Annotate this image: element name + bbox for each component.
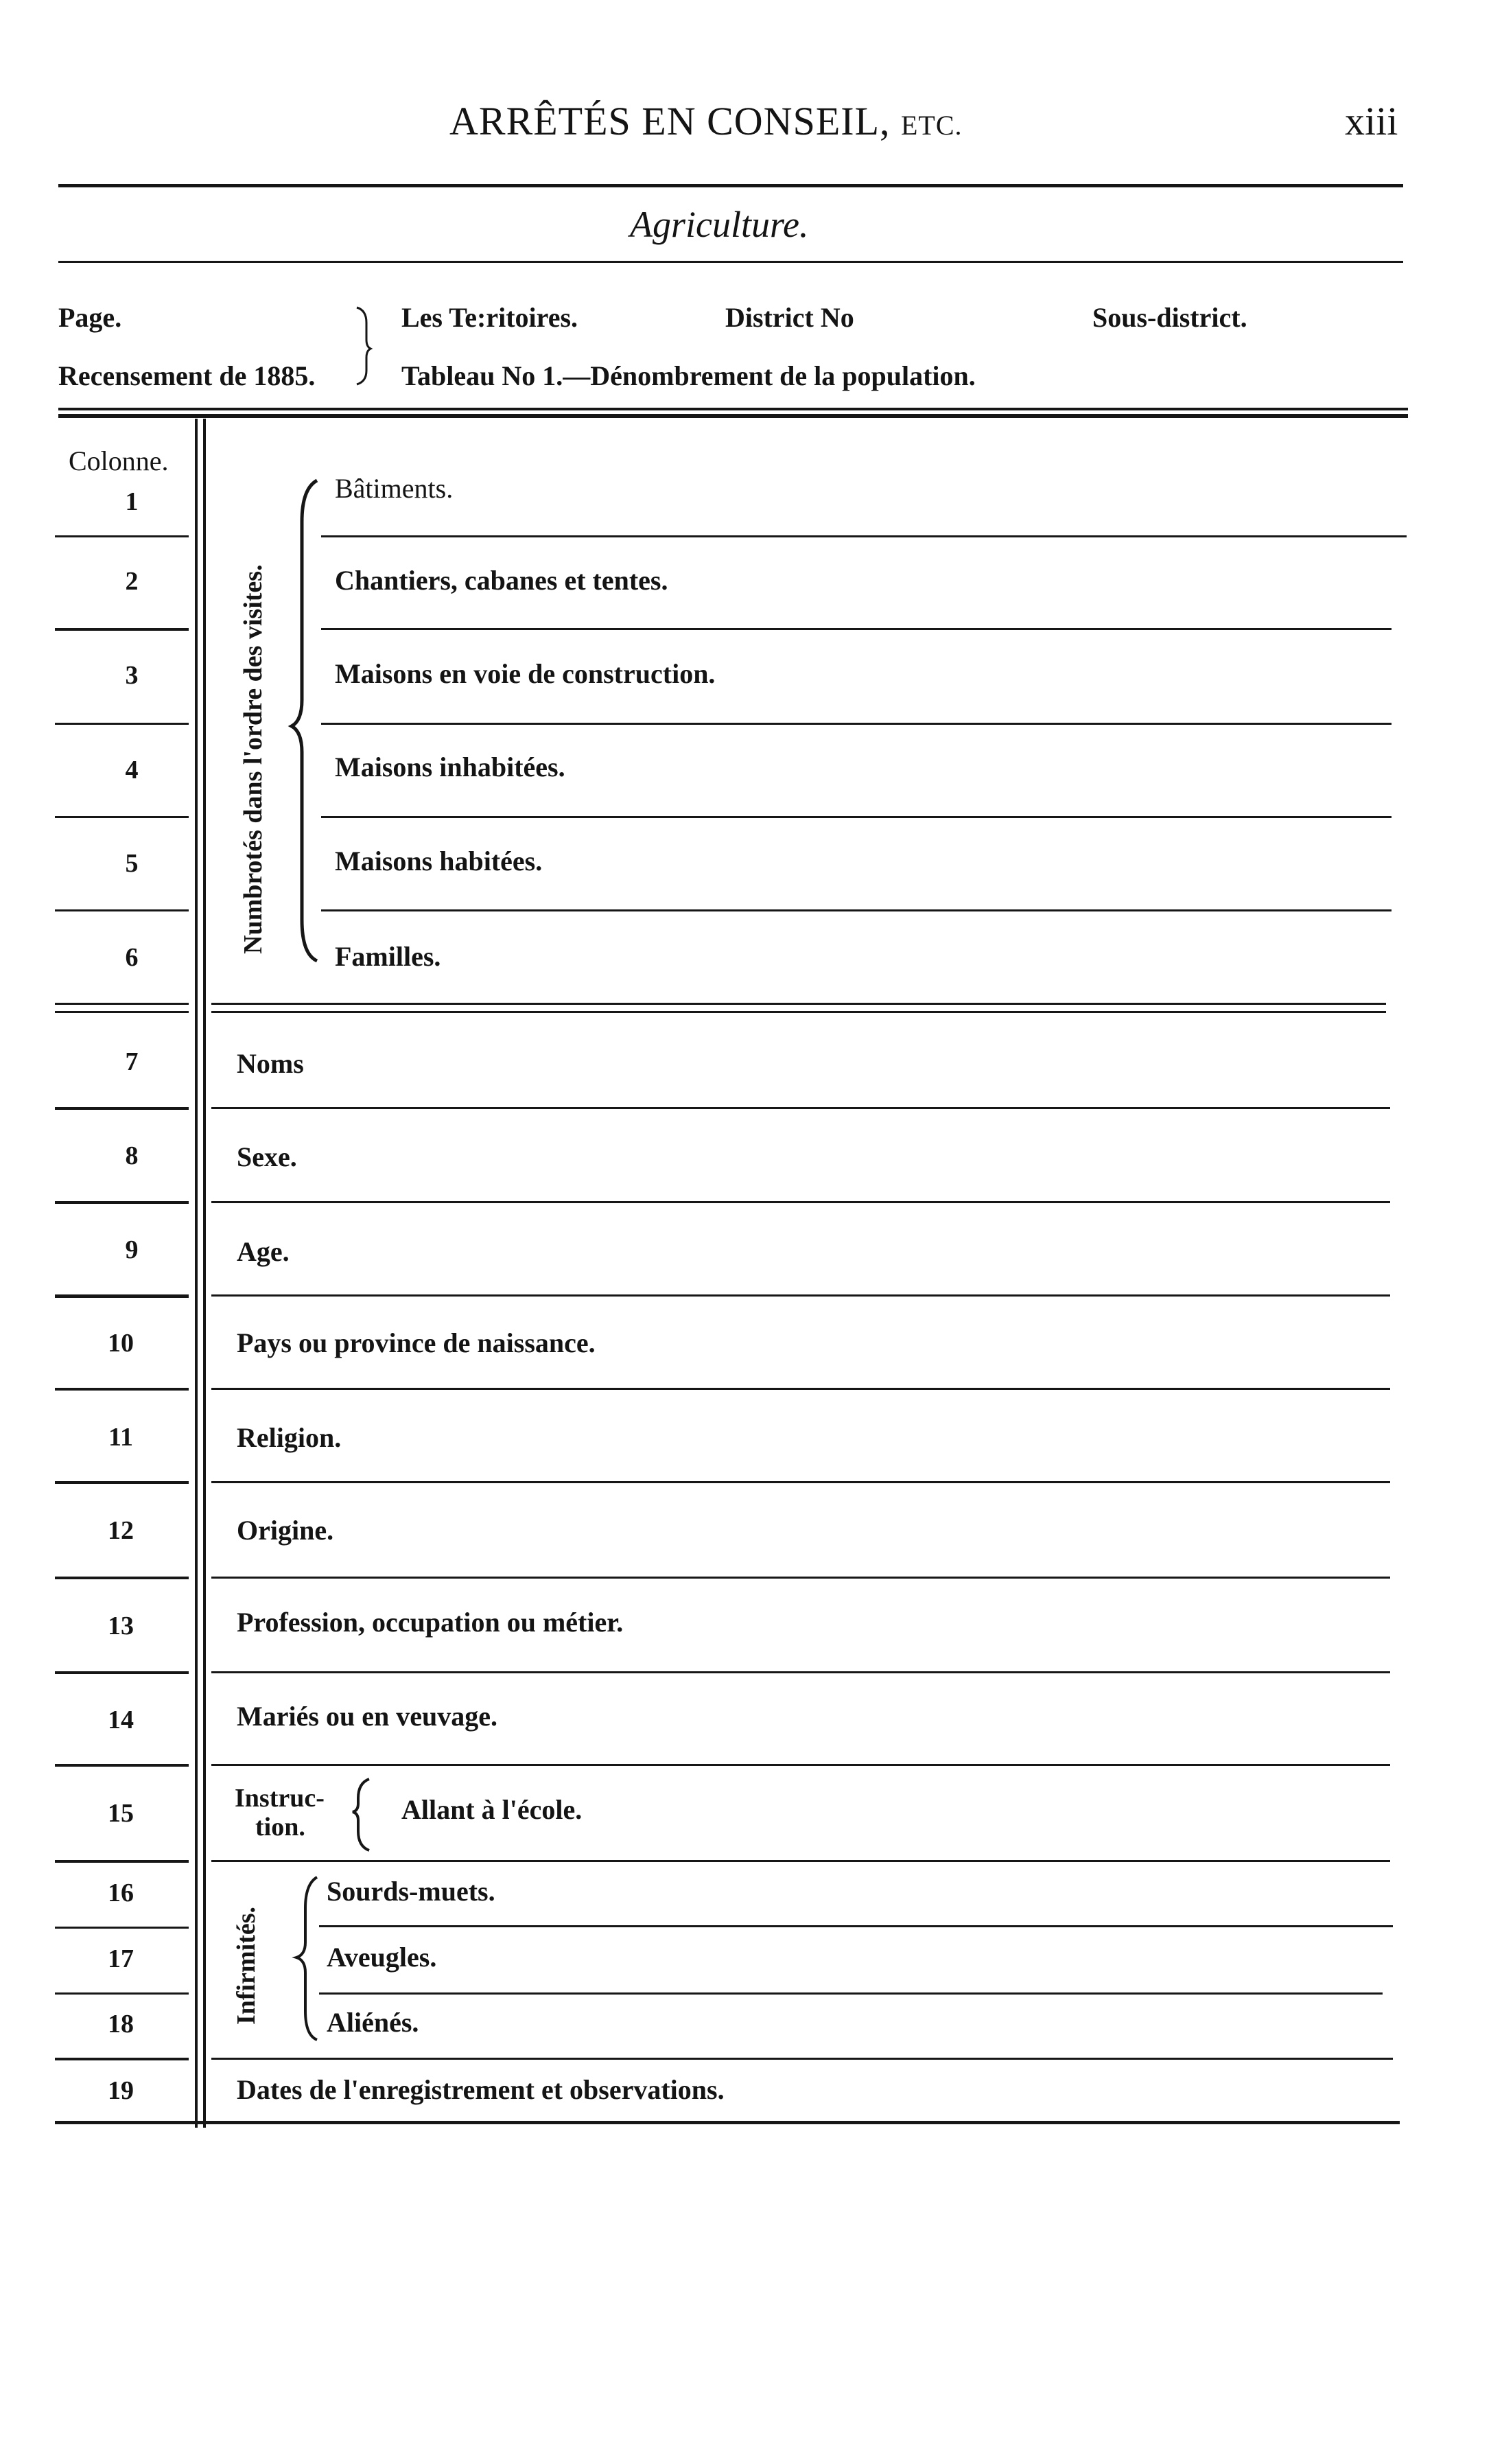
page-number: xiii — [1345, 99, 1398, 143]
row-number-17: 17 — [108, 1944, 134, 1973]
row-label-9: Age. — [237, 1236, 290, 1267]
section-title: Agriculture. — [630, 204, 809, 245]
row-label-14: Mariés ou en veuvage. — [237, 1701, 497, 1732]
instruction-label-line1: Instruc- — [235, 1784, 325, 1813]
instruction-label-line2: tion. — [255, 1813, 305, 1841]
row-label-4: Maisons inhabitées. — [335, 752, 565, 782]
row-label-2: Chantiers, cabanes et tentes. — [335, 565, 668, 596]
column-header: Colonne. — [69, 445, 169, 476]
row-number-18: 18 — [108, 2010, 134, 2038]
row-label-3: Maisons en voie de construction. — [335, 658, 716, 689]
group-label-visits: Numbrotés dans l'ordre des visites. — [239, 564, 268, 954]
row-number-11: 11 — [108, 1423, 133, 1452]
header-title-suffix: ETC. — [901, 110, 963, 141]
row-number-10: 10 — [108, 1329, 134, 1358]
row-label-11: Religion. — [237, 1422, 342, 1453]
row-number-1: 1 — [125, 487, 139, 516]
row-number-15: 15 — [108, 1799, 134, 1828]
row-label-16: Sourds-muets. — [327, 1876, 495, 1907]
page-label: Page. — [58, 302, 122, 333]
row-number-6: 6 — [125, 943, 139, 972]
group-label-infirmities: Infirmités. — [232, 1906, 261, 2025]
row-number-16: 16 — [108, 1879, 134, 1907]
row-label-7: Noms — [237, 1048, 304, 1079]
visits-brace — [292, 480, 317, 961]
row-number-2: 2 — [125, 567, 139, 596]
row-label-6: Familles. — [335, 941, 441, 972]
row-label-17: Aveugles. — [327, 1942, 437, 1973]
row-label-13: Profession, occupation ou métier. — [237, 1607, 624, 1638]
row-number-12: 12 — [108, 1516, 134, 1545]
meta-brace — [357, 307, 371, 384]
row-number-5: 5 — [125, 849, 139, 878]
row-number-14: 14 — [108, 1706, 134, 1734]
row-label-19: Dates de l'enregistrement et observations. — [237, 2074, 725, 2105]
infirmities-brace — [296, 1877, 317, 2040]
row-label-10: Pays ou province de naissance. — [237, 1327, 596, 1358]
row-label-8: Sexe. — [237, 1141, 297, 1172]
row-number-3: 3 — [125, 661, 139, 690]
row-label-12: Origine. — [237, 1515, 334, 1546]
row-label-18: Aliénés. — [327, 2007, 419, 2038]
row-number-4: 4 — [125, 756, 139, 784]
subdistrict-label: Sous-district. — [1092, 302, 1247, 333]
header-title-text: ARRÊTÉS EN CONSEIL, — [449, 99, 891, 143]
instruction-brace — [353, 1779, 369, 1850]
district-label: District No — [725, 302, 854, 333]
row-label-5: Maisons habitées. — [335, 846, 543, 876]
row-number-9: 9 — [125, 1235, 139, 1264]
row-number-13: 13 — [108, 1612, 134, 1640]
row-number-7: 7 — [125, 1047, 139, 1076]
row-label-1: Bâtiments. — [335, 473, 454, 504]
table-title: Tableau No 1.—Dénombrement de la population. — [401, 360, 976, 391]
row-number-19: 19 — [108, 2076, 134, 2105]
row-number-8: 8 — [125, 1141, 139, 1170]
census-label: Recensement de 1885. — [58, 360, 316, 391]
territories-label: Les Te:ritoires. — [401, 302, 578, 333]
row-label-15: Allant à l'école. — [401, 1794, 583, 1825]
